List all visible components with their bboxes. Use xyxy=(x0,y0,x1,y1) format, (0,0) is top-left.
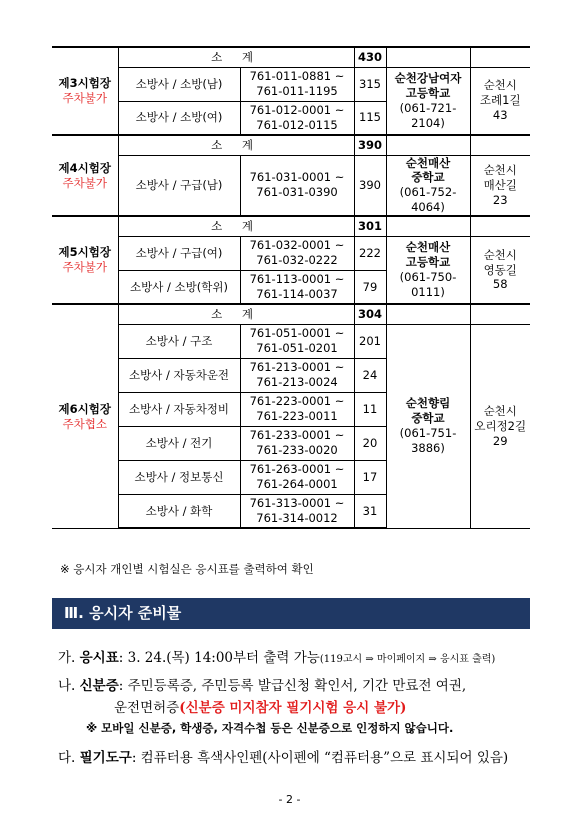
item-label: 응시표 xyxy=(79,650,119,666)
blank-cell xyxy=(470,47,530,67)
number-range: 761-032-0001 ~ 761-032-0222 xyxy=(240,236,354,270)
mobile-id-note: ※ 모바일 신분증, 학생증, 자격수첩 등은 신분증으로 인정하지 않습니다. xyxy=(86,721,454,735)
parking-status: 주차불가 xyxy=(62,91,107,105)
count-cell: 20 xyxy=(354,426,386,460)
field-cell: 소방사 / 구조 xyxy=(118,324,240,358)
school-name: 순천매산 고등학교 xyxy=(405,240,451,270)
number-range: 761-051-0001 ~ 761-051-0201 xyxy=(240,324,354,358)
section-header: Ⅲ. 응시자 준비물 xyxy=(52,598,530,629)
blank-cell xyxy=(386,135,470,155)
site-name: 제6시험장 xyxy=(58,401,111,416)
item-note: (119고시 ⇒ 마이페이지 ⇒ 응시표 출력) xyxy=(319,654,496,665)
school-cell xyxy=(386,67,470,135)
blank-cell xyxy=(470,304,530,324)
page-number: - 2 - xyxy=(278,793,301,806)
count-cell: 315 xyxy=(354,67,386,101)
subtotal-count: 301 xyxy=(354,216,386,236)
subtotal-label: 소 계 xyxy=(118,135,354,155)
site-name-cell xyxy=(52,135,118,216)
number-range: 761-011-0881 ~ 761-011-1195 xyxy=(240,67,354,101)
site-name-cell xyxy=(52,216,118,304)
count-cell: 222 xyxy=(354,236,386,270)
number-range: 761-313-0001 ~ 761-314-0012 xyxy=(240,494,354,528)
item-text: : 주민등록증, 주민등록 발급신청 확인서, 기간 만료전 여권, xyxy=(118,678,467,694)
number-range: 761-012-0001 ~ 761-012-0115 xyxy=(240,101,354,135)
school-phone: (061-752-4064) xyxy=(399,185,457,215)
site-name: 제5시험장 xyxy=(58,245,111,260)
site-name: 제3시험장 xyxy=(58,76,111,91)
school-cell xyxy=(386,324,470,528)
field-cell: 소방사 / 정보통신 xyxy=(118,460,240,494)
blank-cell xyxy=(470,135,530,155)
address-cell: 순천시 영동길 58 xyxy=(470,236,530,304)
blank-cell xyxy=(386,47,470,67)
school-cell xyxy=(386,236,470,304)
subtotal-count: 430 xyxy=(354,47,386,67)
count-cell: 115 xyxy=(354,101,386,135)
table-row xyxy=(52,155,530,216)
parking-status: 주차협소 xyxy=(62,416,107,431)
school-phone: (061-751-3886) xyxy=(399,426,457,456)
field-cell: 소방사 / 소방(남) xyxy=(118,67,240,101)
item-label: 신분증 xyxy=(79,678,119,694)
id-warning: (신분증 미지참자 필기시험 응시 불가) xyxy=(179,700,407,716)
count-cell: 390 xyxy=(354,155,386,216)
school-phone: (061-721-2104) xyxy=(399,100,457,130)
item-prefix: 다. xyxy=(58,750,76,766)
address-cell: 순천시 조례1길 43 xyxy=(470,67,530,135)
parking-status: 주차불가 xyxy=(62,260,107,275)
number-range: 761-213-0001 ~ 761-213-0024 xyxy=(240,358,354,392)
field-cell: 소방사 / 구급(여) xyxy=(118,236,240,270)
subtotal-count: 304 xyxy=(354,304,386,324)
school-phone: (061-750-0111) xyxy=(399,270,457,299)
exam-room-note: ※ 응시자 개인별 시험실은 응시표를 출력하여 확인 xyxy=(60,562,314,576)
item-text: : 컴퓨터용 흑색사인펜(사이펜에 “컴퓨터용”으로 표시되어 있음) xyxy=(131,750,509,766)
school-name: 순천매산 중학교 xyxy=(405,155,451,185)
count-cell: 11 xyxy=(354,392,386,426)
count-cell: 24 xyxy=(354,358,386,392)
field-cell: 소방사 / 전기 xyxy=(118,426,240,460)
item-text: 운전면허증 xyxy=(114,700,180,716)
subtotal-row xyxy=(52,135,530,155)
item-prefix: 나. xyxy=(58,678,76,694)
item-id-card xyxy=(58,674,466,694)
subtotal-label: 소 계 xyxy=(118,216,354,236)
number-range: 761-233-0001 ~ 761-233-0020 xyxy=(240,426,354,460)
count-cell: 17 xyxy=(354,460,386,494)
number-range: 761-113-0001 ~ 761-114-0037 xyxy=(240,270,354,304)
blank-cell xyxy=(386,216,470,236)
field-cell: 소방사 / 구급(남) xyxy=(118,155,240,216)
field-cell: 소방사 / 소방(여) xyxy=(118,101,240,135)
blank-cell xyxy=(470,216,530,236)
item-writing-tool xyxy=(58,746,508,766)
table-row xyxy=(52,236,530,270)
count-cell: 31 xyxy=(354,494,386,528)
school-name: 순천향림 중학교 xyxy=(405,396,451,426)
field-cell: 소방사 / 화학 xyxy=(118,494,240,528)
item-id-card-cont xyxy=(114,696,406,716)
exam-site-table xyxy=(52,46,530,529)
site-name: 제4시험장 xyxy=(58,160,111,175)
count-cell: 201 xyxy=(354,324,386,358)
address-cell: 순천시 오리정2길 29 xyxy=(470,324,530,528)
number-range: 761-263-0001 ~ 761-264-0001 xyxy=(240,460,354,494)
blank-cell xyxy=(386,304,470,324)
site-name-cell xyxy=(52,304,118,528)
table-row xyxy=(52,324,530,358)
address-cell: 순천시 매산길 23 xyxy=(470,155,530,216)
count-cell: 79 xyxy=(354,270,386,304)
subtotal-label: 소 계 xyxy=(118,47,354,67)
item-text: : 3. 24.(목) 14:00부터 출력 가능 xyxy=(118,650,320,666)
school-name: 순천강남여자 고등학교 xyxy=(394,70,462,100)
item-prefix: 가. xyxy=(58,650,76,666)
school-cell xyxy=(386,155,470,216)
number-range: 761-223-0001 ~ 761-223-0011 xyxy=(240,392,354,426)
parking-status: 주차불가 xyxy=(62,175,107,190)
item-admission-ticket xyxy=(58,646,495,666)
field-cell: 소방사 / 자동차운전 xyxy=(118,358,240,392)
subtotal-row xyxy=(52,216,530,236)
subtotal-label: 소 계 xyxy=(118,304,354,324)
number-range: 761-031-0001 ~ 761-031-0390 xyxy=(240,155,354,216)
site-name-cell xyxy=(52,47,118,135)
subtotal-count: 390 xyxy=(354,135,386,155)
table-row xyxy=(52,67,530,101)
subtotal-row xyxy=(52,304,530,324)
field-cell: 소방사 / 소방(학위) xyxy=(118,270,240,304)
subtotal-row xyxy=(52,47,530,67)
item-label: 필기도구 xyxy=(79,750,132,766)
field-cell: 소방사 / 자동차정비 xyxy=(118,392,240,426)
